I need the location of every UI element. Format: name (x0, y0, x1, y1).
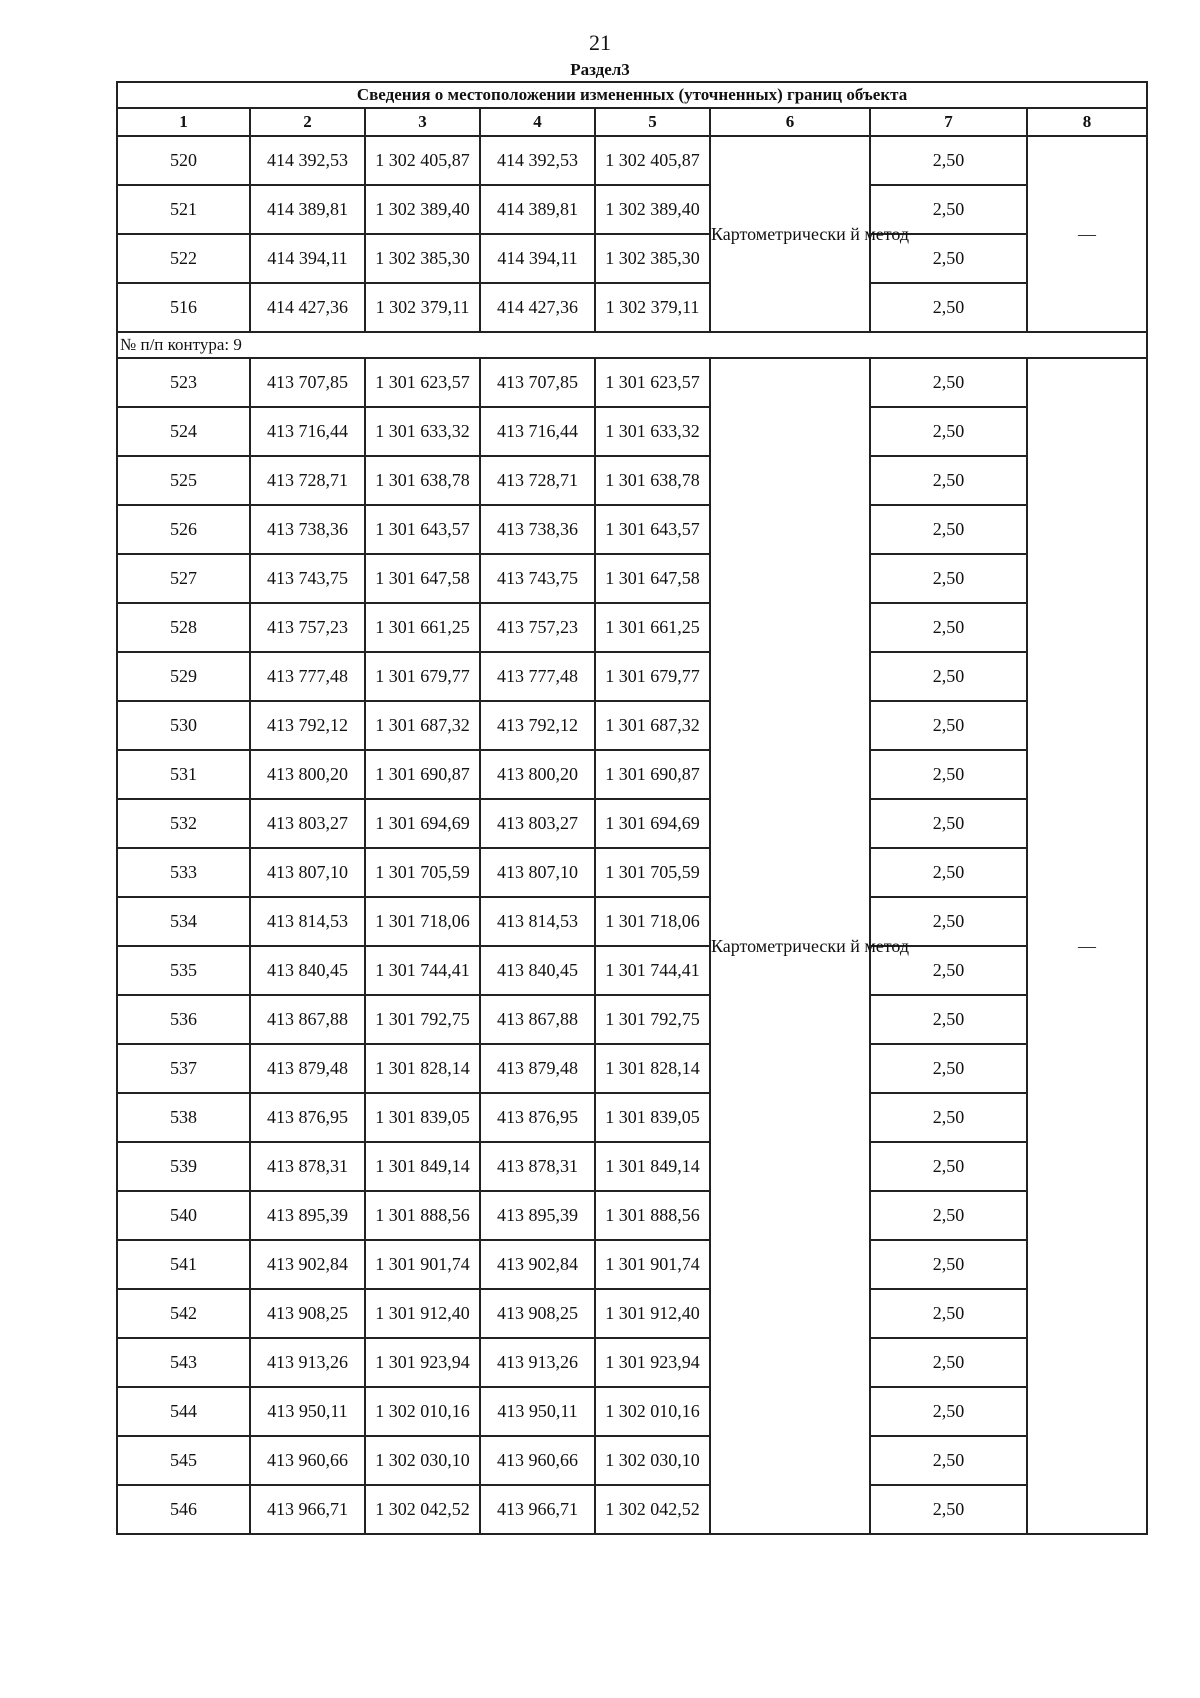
point-number: 527 (117, 554, 250, 603)
table-row (117, 1436, 1147, 1485)
y-existing: 1 301 690,87 (365, 750, 480, 799)
y-existing: 1 301 638,78 (365, 456, 480, 505)
y-new: 1 301 849,14 (595, 1142, 710, 1191)
table-row (117, 799, 1147, 848)
x-new: 413 738,36 (480, 505, 595, 554)
point-number: 545 (117, 1436, 250, 1485)
point-number: 528 (117, 603, 250, 652)
table-row (117, 652, 1147, 701)
y-new: 1 302 030,10 (595, 1436, 710, 1485)
x-existing: 413 878,31 (250, 1142, 365, 1191)
y-new: 1 301 744,41 (595, 946, 710, 995)
x-new: 413 879,48 (480, 1044, 595, 1093)
x-existing: 413 814,53 (250, 897, 365, 946)
x-new: 413 840,45 (480, 946, 595, 995)
x-new: 413 807,10 (480, 848, 595, 897)
y-new: 1 301 828,14 (595, 1044, 710, 1093)
table-row (117, 456, 1147, 505)
accuracy: 2,50 (870, 283, 1027, 332)
accuracy: 2,50 (870, 505, 1027, 554)
y-new: 1 301 633,32 (595, 407, 710, 456)
x-new: 413 803,27 (480, 799, 595, 848)
point-number: 539 (117, 1142, 250, 1191)
x-existing: 413 840,45 (250, 946, 365, 995)
x-existing: 414 389,81 (250, 185, 365, 234)
y-existing: 1 301 705,59 (365, 848, 480, 897)
x-existing: 413 738,36 (250, 505, 365, 554)
x-existing: 414 427,36 (250, 283, 365, 332)
table-row (117, 1289, 1147, 1338)
contour-label: № п/п контура: 9 (117, 332, 1147, 358)
accuracy: 2,50 (870, 946, 1027, 995)
table-row (117, 848, 1147, 897)
x-existing: 413 803,27 (250, 799, 365, 848)
x-existing: 413 908,25 (250, 1289, 365, 1338)
table-row (117, 505, 1147, 554)
y-existing: 1 301 718,06 (365, 897, 480, 946)
x-existing: 413 807,10 (250, 848, 365, 897)
column-numbers-row (117, 108, 1147, 136)
x-existing: 413 743,75 (250, 554, 365, 603)
point-number: 525 (117, 456, 250, 505)
x-new: 414 392,53 (480, 136, 595, 185)
point-number: 522 (117, 234, 250, 283)
x-new: 413 908,25 (480, 1289, 595, 1338)
y-new: 1 301 647,58 (595, 554, 710, 603)
table-row (117, 234, 1147, 283)
y-existing: 1 301 643,57 (365, 505, 480, 554)
accuracy: 2,50 (870, 1240, 1027, 1289)
table-row (117, 185, 1147, 234)
y-existing: 1 301 744,41 (365, 946, 480, 995)
y-existing: 1 302 042,52 (365, 1485, 480, 1534)
accuracy: 2,50 (870, 1093, 1027, 1142)
point-number: 537 (117, 1044, 250, 1093)
y-existing: 1 302 405,87 (365, 136, 480, 185)
column-number: 8 (1027, 108, 1147, 136)
point-number: 530 (117, 701, 250, 750)
y-new: 1 301 912,40 (595, 1289, 710, 1338)
y-existing: 1 301 849,14 (365, 1142, 480, 1191)
accuracy: 2,50 (870, 1289, 1027, 1338)
accuracy: 2,50 (870, 799, 1027, 848)
y-existing: 1 301 694,69 (365, 799, 480, 848)
table-row (117, 750, 1147, 799)
x-new: 413 792,12 (480, 701, 595, 750)
section-title: Раздел3 (570, 60, 630, 79)
y-new: 1 301 638,78 (595, 456, 710, 505)
point-number: 531 (117, 750, 250, 799)
y-new: 1 301 792,75 (595, 995, 710, 1044)
point-number: 523 (117, 358, 250, 407)
point-number: 535 (117, 946, 250, 995)
y-existing: 1 302 379,11 (365, 283, 480, 332)
y-existing: 1 301 828,14 (365, 1044, 480, 1093)
x-existing: 413 792,12 (250, 701, 365, 750)
point-number: 538 (117, 1093, 250, 1142)
description-cell: — (1027, 358, 1147, 1534)
x-new: 413 743,75 (480, 554, 595, 603)
accuracy: 2,50 (870, 185, 1027, 234)
y-new: 1 301 901,74 (595, 1240, 710, 1289)
accuracy: 2,50 (870, 1191, 1027, 1240)
accuracy: 2,50 (870, 1485, 1027, 1534)
y-existing: 1 301 661,25 (365, 603, 480, 652)
y-existing: 1 302 010,16 (365, 1387, 480, 1436)
contour-row (117, 332, 1147, 358)
point-number: 521 (117, 185, 250, 234)
x-existing: 413 966,71 (250, 1485, 365, 1534)
x-existing: 413 895,39 (250, 1191, 365, 1240)
point-number: 543 (117, 1338, 250, 1387)
description-cell: — (1027, 136, 1147, 332)
table-row (117, 701, 1147, 750)
point-number: 534 (117, 897, 250, 946)
x-existing: 413 707,85 (250, 358, 365, 407)
y-new: 1 302 405,87 (595, 136, 710, 185)
x-existing: 414 394,11 (250, 234, 365, 283)
method-cell: Картометрически й метод (710, 358, 870, 1534)
point-number: 526 (117, 505, 250, 554)
point-number: 542 (117, 1289, 250, 1338)
column-number: 1 (117, 108, 250, 136)
accuracy: 2,50 (870, 234, 1027, 283)
table-row (117, 1093, 1147, 1142)
y-existing: 1 302 389,40 (365, 185, 480, 234)
x-new: 413 895,39 (480, 1191, 595, 1240)
x-new: 413 777,48 (480, 652, 595, 701)
y-new: 1 302 379,11 (595, 283, 710, 332)
y-new: 1 301 923,94 (595, 1338, 710, 1387)
accuracy: 2,50 (870, 701, 1027, 750)
x-new: 413 902,84 (480, 1240, 595, 1289)
x-new: 413 814,53 (480, 897, 595, 946)
y-existing: 1 301 633,32 (365, 407, 480, 456)
table-row (117, 1191, 1147, 1240)
y-existing: 1 301 792,75 (365, 995, 480, 1044)
x-new: 413 960,66 (480, 1436, 595, 1485)
y-existing: 1 302 030,10 (365, 1436, 480, 1485)
point-number: 529 (117, 652, 250, 701)
table-row (117, 1142, 1147, 1191)
x-new: 413 876,95 (480, 1093, 595, 1142)
table-row (117, 897, 1147, 946)
table-row (117, 407, 1147, 456)
y-new: 1 301 705,59 (595, 848, 710, 897)
method-cell: Картометрически й метод (710, 136, 870, 332)
y-new: 1 301 661,25 (595, 603, 710, 652)
y-existing: 1 301 647,58 (365, 554, 480, 603)
table-row (117, 603, 1147, 652)
x-new: 413 728,71 (480, 456, 595, 505)
y-existing: 1 301 623,57 (365, 358, 480, 407)
column-number: 2 (250, 108, 365, 136)
column-number: 4 (480, 108, 595, 136)
y-new: 1 301 679,77 (595, 652, 710, 701)
accuracy: 2,50 (870, 995, 1027, 1044)
table-row (117, 283, 1147, 332)
x-new: 413 707,85 (480, 358, 595, 407)
y-new: 1 302 385,30 (595, 234, 710, 283)
point-number: 540 (117, 1191, 250, 1240)
boundary-table (116, 81, 1148, 1535)
x-new: 413 800,20 (480, 750, 595, 799)
x-existing: 413 777,48 (250, 652, 365, 701)
accuracy: 2,50 (870, 407, 1027, 456)
y-new: 1 301 888,56 (595, 1191, 710, 1240)
x-new: 413 757,23 (480, 603, 595, 652)
table-row (117, 1044, 1147, 1093)
y-existing: 1 301 923,94 (365, 1338, 480, 1387)
x-existing: 413 879,48 (250, 1044, 365, 1093)
accuracy: 2,50 (870, 848, 1027, 897)
point-number: 536 (117, 995, 250, 1044)
point-number: 524 (117, 407, 250, 456)
x-existing: 413 950,11 (250, 1387, 365, 1436)
point-number: 520 (117, 136, 250, 185)
x-new: 413 878,31 (480, 1142, 595, 1191)
column-number: 7 (870, 108, 1027, 136)
y-new: 1 301 643,57 (595, 505, 710, 554)
y-new: 1 301 839,05 (595, 1093, 710, 1142)
x-new: 413 966,71 (480, 1485, 595, 1534)
x-new: 413 867,88 (480, 995, 595, 1044)
table-row (117, 995, 1147, 1044)
y-existing: 1 301 679,77 (365, 652, 480, 701)
point-number: 541 (117, 1240, 250, 1289)
table-row (117, 136, 1147, 185)
point-number: 516 (117, 283, 250, 332)
accuracy: 2,50 (870, 652, 1027, 701)
point-number: 544 (117, 1387, 250, 1436)
x-existing: 413 902,84 (250, 1240, 365, 1289)
x-new: 414 389,81 (480, 185, 595, 234)
accuracy: 2,50 (870, 456, 1027, 505)
x-existing: 413 716,44 (250, 407, 365, 456)
y-existing: 1 301 901,74 (365, 1240, 480, 1289)
x-existing: 413 757,23 (250, 603, 365, 652)
column-number: 6 (710, 108, 870, 136)
x-new: 414 394,11 (480, 234, 595, 283)
x-existing: 413 960,66 (250, 1436, 365, 1485)
table-row (117, 1338, 1147, 1387)
x-new: 413 950,11 (480, 1387, 595, 1436)
table-row (117, 1240, 1147, 1289)
column-number: 5 (595, 108, 710, 136)
accuracy: 2,50 (870, 603, 1027, 652)
accuracy: 2,50 (870, 1338, 1027, 1387)
x-existing: 413 867,88 (250, 995, 365, 1044)
y-existing: 1 301 888,56 (365, 1191, 480, 1240)
accuracy: 2,50 (870, 1142, 1027, 1191)
x-existing: 414 392,53 (250, 136, 365, 185)
point-number: 546 (117, 1485, 250, 1534)
accuracy: 2,50 (870, 358, 1027, 407)
table-caption: Сведения о местоположении измененных (уточненных) границ объекта (117, 82, 1147, 108)
accuracy: 2,50 (870, 750, 1027, 799)
accuracy: 2,50 (870, 136, 1027, 185)
page-number: 21 (589, 30, 611, 55)
y-existing: 1 301 839,05 (365, 1093, 480, 1142)
accuracy: 2,50 (870, 897, 1027, 946)
point-number: 532 (117, 799, 250, 848)
y-new: 1 301 694,69 (595, 799, 710, 848)
y-new: 1 301 687,32 (595, 701, 710, 750)
y-new: 1 301 690,87 (595, 750, 710, 799)
x-new: 413 716,44 (480, 407, 595, 456)
accuracy: 2,50 (870, 1387, 1027, 1436)
x-new: 413 913,26 (480, 1338, 595, 1387)
x-existing: 413 800,20 (250, 750, 365, 799)
accuracy: 2,50 (870, 554, 1027, 603)
table-row (117, 946, 1147, 995)
y-new: 1 301 718,06 (595, 897, 710, 946)
y-new: 1 302 389,40 (595, 185, 710, 234)
x-existing: 413 728,71 (250, 456, 365, 505)
point-number: 533 (117, 848, 250, 897)
y-new: 1 301 623,57 (595, 358, 710, 407)
table-caption-row (117, 82, 1147, 108)
accuracy: 2,50 (870, 1044, 1027, 1093)
y-existing: 1 302 385,30 (365, 234, 480, 283)
x-new: 414 427,36 (480, 283, 595, 332)
y-existing: 1 301 687,32 (365, 701, 480, 750)
accuracy: 2,50 (870, 1436, 1027, 1485)
x-existing: 413 876,95 (250, 1093, 365, 1142)
y-new: 1 302 010,16 (595, 1387, 710, 1436)
table-row (117, 358, 1147, 407)
table-row (117, 1387, 1147, 1436)
x-existing: 413 913,26 (250, 1338, 365, 1387)
column-number: 3 (365, 108, 480, 136)
y-existing: 1 301 912,40 (365, 1289, 480, 1338)
y-new: 1 302 042,52 (595, 1485, 710, 1534)
table-row (117, 554, 1147, 603)
table-row (117, 1485, 1147, 1534)
